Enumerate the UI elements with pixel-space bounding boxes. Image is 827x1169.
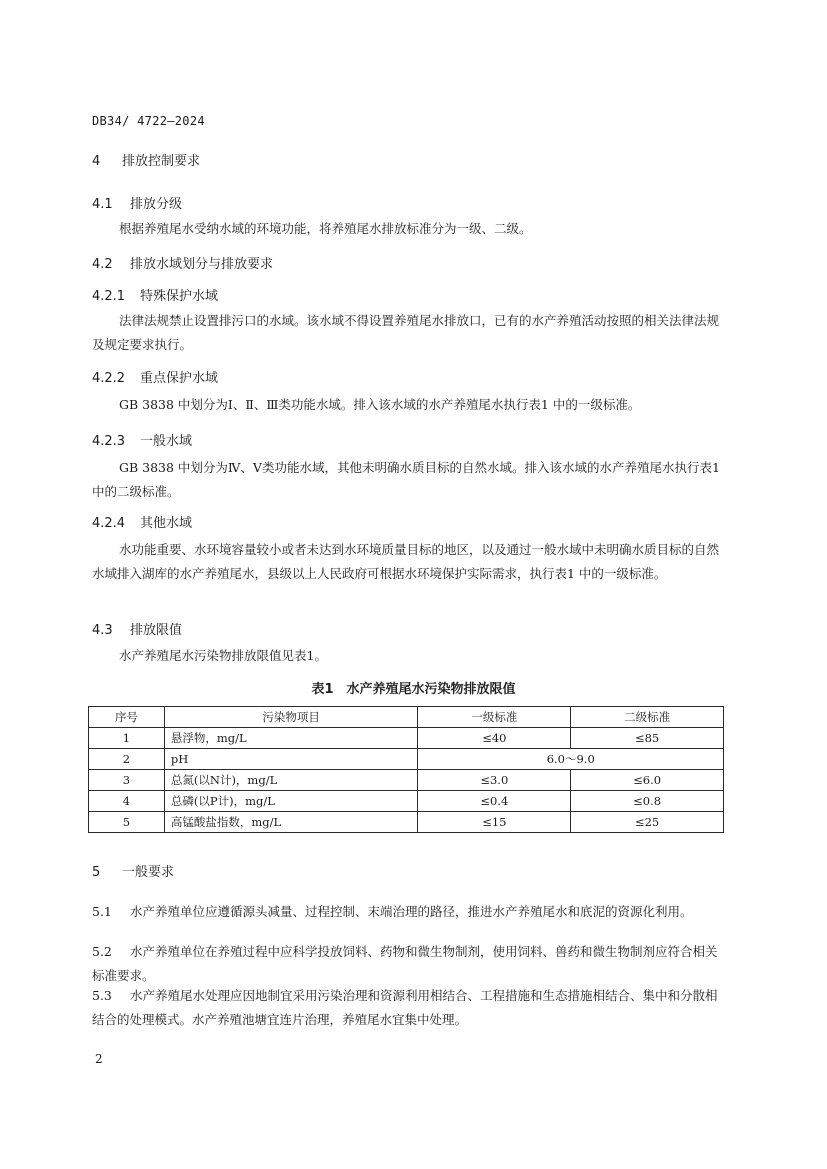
grade1-limit: ≤0.4 [418, 791, 571, 812]
paragraph-4-2-3: GB 3838 中划分为Ⅳ、Ⅴ类功能水域，其他未明确水质目标的自然水域。排入该水域的水产养殖尾水执行表1 中的二级标准。 [92, 460, 720, 499]
emission-limits-table [88, 706, 724, 833]
heading-number: 4.1 [92, 197, 113, 212]
heading-section-4-2-3 [92, 430, 192, 449]
heading-section-5 [92, 861, 174, 880]
table-header-row [89, 707, 724, 728]
heading-section-4-1 [92, 193, 182, 212]
column-header-item: 污染物项目 [164, 707, 418, 728]
document-code: DB34/ 4722—2024 [92, 114, 205, 128]
table-row [89, 770, 724, 791]
heading-number: 4.2.4 [92, 516, 126, 531]
heading-section-4-2-4 [92, 512, 192, 531]
pollutant-item: 总氮(以N计)，mg/L [164, 770, 418, 791]
row-number: 5 [89, 812, 165, 833]
pollutant-item: pH [164, 749, 418, 770]
grade1-limit: ≤15 [418, 812, 571, 833]
table-row [89, 728, 724, 749]
page-number: 2 [95, 1052, 103, 1066]
heading-section-4-3 [92, 619, 182, 638]
paragraph-4-3: 水产养殖尾水污染物排放限值见表1。 [119, 648, 327, 663]
paragraph-4-2-4: 水功能重要、水环境容量较小或者未达到水环境质量目标的地区，以及通过一般水域中未明确水质目标的自然水域排入湖库的水产养殖尾水，县级以上人民政府可根据水环境保护实际需求，执行表1 中的一级标准。 [92, 542, 720, 581]
clause-number: 5.2 [92, 944, 112, 959]
pollutant-item: 高锰酸盐指数，mg/L [164, 812, 418, 833]
grade1-limit: ≤3.0 [418, 770, 571, 791]
heading-title: 排放控制要求 [122, 154, 201, 169]
paragraph-4-2-1: 法律法规禁止设置排污口的水域。该水域不得设置养殖尾水排放口，已有的水产养殖活动按照的相关法律法规及规定要求执行。 [92, 313, 720, 352]
grade2-limit: ≤0.8 [571, 791, 724, 812]
combined-limit: 6.0～9.0 [418, 749, 724, 770]
grade2-limit: ≤25 [571, 812, 724, 833]
heading-title: 排放分级 [130, 197, 183, 212]
heading-number: 4.2.2 [92, 371, 126, 386]
heading-title: 一般水域 [140, 434, 193, 449]
heading-number: 4.3 [92, 623, 113, 638]
clause-text: 水产养殖单位在养殖过程中应科学投放饲料、药物和微生物制剂，使用饲料、兽药和微生物制剂应符合相关标准要求。 [92, 944, 718, 983]
heading-section-4-2-1 [92, 285, 218, 304]
heading-section-4-2-2 [92, 367, 218, 386]
clause-number: 5.3 [92, 988, 112, 1003]
paragraph-4-2-2: GB 3838 中划分为Ⅰ、Ⅱ、Ⅲ类功能水域。排入该水域的水产养殖尾水执行表1 中的一级标准。 [119, 397, 641, 412]
heading-title: 排放限值 [130, 623, 183, 638]
grade2-limit: ≤85 [571, 728, 724, 749]
table-row [89, 812, 724, 833]
grade2-limit: ≤6.0 [571, 770, 724, 791]
paragraph-5-2 [92, 940, 728, 988]
paragraph-4-1: 根据养殖尾水受纳水域的环境功能，将养殖尾水排放标准分为一级、二级。 [119, 221, 532, 236]
row-number: 3 [89, 770, 165, 791]
clause-number: 5.1 [92, 904, 112, 919]
pollutant-item: 悬浮物，mg/L [164, 728, 418, 749]
heading-number: 5 [92, 865, 101, 880]
heading-number: 4.2.3 [92, 434, 126, 449]
heading-number: 4.2 [92, 257, 113, 272]
table-row [89, 749, 724, 770]
heading-title: 重点保护水域 [140, 371, 219, 386]
clause-text: 水产养殖尾水处理应因地制宜采用污染治理和资源利用相结合、工程措施和生态措施相结合、集中和分散相结合的处理模式。水产养殖池塘宜连片治理，养殖尾水宜集中处理。 [92, 988, 718, 1027]
heading-title: 排放水域划分与排放要求 [130, 257, 274, 272]
paragraph-5-1 [92, 900, 728, 924]
heading-number: 4 [92, 154, 101, 169]
pollutant-item: 总磷(以P计)，mg/L [164, 791, 418, 812]
heading-title: 一般要求 [122, 865, 175, 880]
grade1-limit: ≤40 [418, 728, 571, 749]
paragraph-5-3 [92, 984, 728, 1032]
table-row [89, 791, 724, 812]
table-caption: 表1 水产养殖尾水污染物排放限值 [311, 682, 516, 697]
column-header-grade2: 二级标准 [571, 707, 724, 728]
row-number: 4 [89, 791, 165, 812]
heading-section-4-2 [92, 253, 273, 272]
heading-number: 4.2.1 [92, 289, 126, 304]
column-header-grade1: 一级标准 [418, 707, 571, 728]
heading-section-4 [92, 150, 200, 169]
column-header-no: 序号 [89, 707, 165, 728]
heading-title: 特殊保护水域 [140, 289, 219, 304]
row-number: 1 [89, 728, 165, 749]
clause-text: 水产养殖单位应遵循源头减量、过程控制、末端治理的路径，推进水产养殖尾水和底泥的资源化利用。 [130, 904, 693, 919]
heading-title: 其他水域 [140, 516, 193, 531]
row-number: 2 [89, 749, 165, 770]
